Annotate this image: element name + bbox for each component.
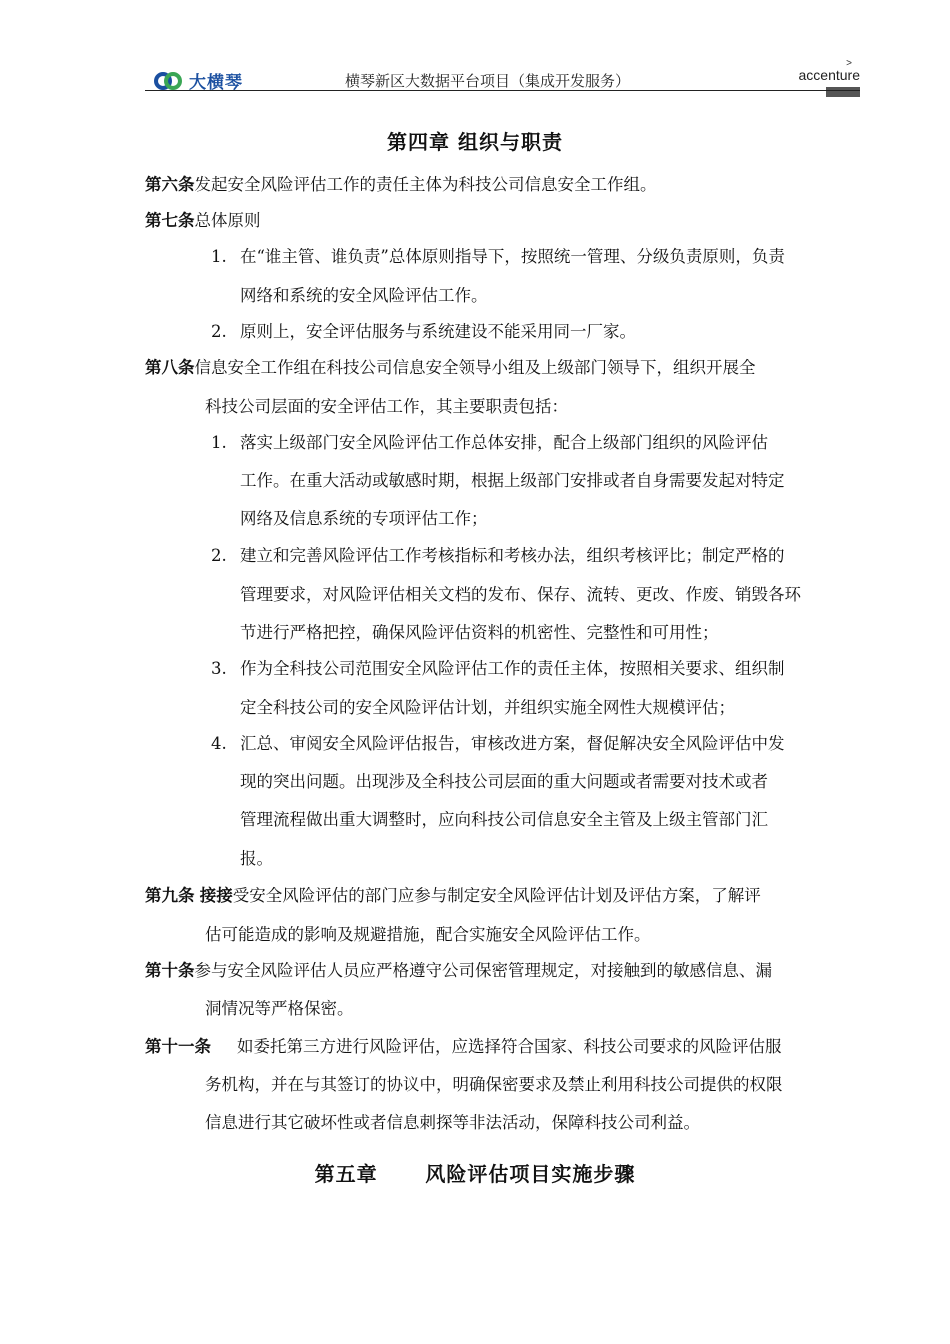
list-item-line: 网络和系统的安全风险评估工作。: [240, 286, 488, 305]
list-item-line: 在“谁主管、谁负责”总体原则指导下，按照统一管理、分级负责原则，负责: [240, 247, 785, 266]
article-10: [145, 960, 772, 982]
accenture-mark: >: [846, 58, 852, 69]
list-item-line: 定全科技公司的安全风险评估计划，并组织实施全网性大规模评估；: [240, 698, 735, 717]
article-11: [145, 1036, 782, 1058]
accenture-logo-text: accenture: [798, 67, 860, 83]
list-item-line: 落实上级部门安全风险评估工作总体安排，配合上级部门组织的风险评估: [240, 433, 768, 452]
list-item-line: 管理要求，对风险评估相关文档的发布、保存、流转、更改、作废、销毁各环: [240, 585, 801, 604]
article-9-text: 受安全风险评估的部门应参与制定安全风险评估计划及评估方案，了解评: [232, 886, 761, 905]
article-8-continuation: 科技公司层面的安全评估工作，其主要职责包括：: [205, 397, 568, 416]
chapter-4-title: 第四章 组织与职责: [387, 130, 563, 154]
article-6: [145, 174, 657, 196]
list-item-line: 汇总、审阅安全风险评估报告，审核改进方案，督促解决安全风险评估中发: [240, 734, 785, 753]
page-header: [145, 60, 860, 92]
list-item-line: 管理流程做出重大调整时，应向科技公司信息安全主管及上级主管部门汇: [240, 810, 768, 829]
list-item-line: 建立和完善风险评估工作考核指标和考核办法，组织考核评比；制定严格的: [240, 546, 785, 565]
article-7: [145, 210, 261, 232]
article-11-continuation: 务机构，并在与其签订的协议中，明确保密要求及禁止利用科技公司提供的权限: [205, 1075, 783, 1094]
list-item-line: 原则上，安全评估服务与系统建设不能采用同一厂家。: [240, 322, 636, 341]
list-item-line: 网络及信息系统的专项评估工作；: [240, 509, 488, 528]
list-number: 2.: [211, 546, 227, 565]
article-6-text: 发起安全风险评估工作的责任主体为科技公司信息安全工作组。: [194, 175, 657, 194]
article-11-label: 第十一条: [145, 1037, 211, 1056]
article-6-label: 第六条: [145, 175, 195, 194]
list-item-line: 现的突出问题。出现涉及全科技公司层面的重大问题或者需要对技术或者: [240, 772, 768, 791]
list-number: 4.: [211, 734, 227, 753]
list-item-line: 工作。在重大活动或敏感时期，根据上级部门安排或者自身需要发起对特定: [240, 471, 785, 490]
article-8-label: 第八条: [145, 358, 195, 377]
article-7-label: 第七条: [145, 211, 195, 230]
article-10-label: 第十条: [145, 961, 195, 980]
article-9-label: 第九条: [145, 886, 195, 905]
article-10-text: 参与安全风险评估人员应严格遵守公司保密管理规定，对接触到的敏感信息、漏: [194, 961, 772, 980]
header-title: 横琴新区大数据平台项目（集成开发服务）: [345, 72, 631, 90]
article-8-text: 信息安全工作组在科技公司信息安全领导小组及上级部门领导下，组织开展全: [194, 358, 756, 377]
list-number: 2.: [211, 322, 227, 341]
hengqin-logo-text: 大横琴: [189, 73, 243, 93]
article-11-continuation: 信息进行其它破坏性或者信息刺探等非法活动，保障科技公司利益。: [205, 1113, 700, 1132]
list-number: 1.: [211, 247, 227, 266]
accenture-sub-logo: [826, 87, 860, 97]
chapter-5-title: 第五章 风险评估项目实施步骤: [314, 1162, 636, 1186]
list-item-line: 报。: [240, 849, 273, 868]
article-9-continuation: 估可能造成的影响及规避措施，配合实施安全风险评估工作。: [205, 925, 651, 944]
list-number: 3.: [211, 659, 227, 678]
article-9: [145, 885, 761, 907]
list-item-line: 节进行严格把控，确保风险评估资料的机密性、完整性和可用性；: [240, 623, 719, 642]
article-11-text: 如委托第三方进行风险评估，应选择符合国家、科技公司要求的风险评估服: [237, 1037, 782, 1056]
list-item-line: 作为全科技公司范围安全风险评估工作的责任主体，按照相关要求、组织制: [240, 659, 785, 678]
article-8: [145, 357, 756, 379]
article-7-text: 总体原则: [194, 211, 261, 230]
list-number: 1.: [211, 433, 227, 452]
accenture-logo: [790, 60, 860, 101]
article-9-bold-prefix: 接接: [199, 886, 233, 905]
header-divider: [145, 90, 860, 91]
article-10-continuation: 洞情况等严格保密。: [205, 999, 354, 1018]
hengqin-logo-icon: [153, 71, 183, 91]
